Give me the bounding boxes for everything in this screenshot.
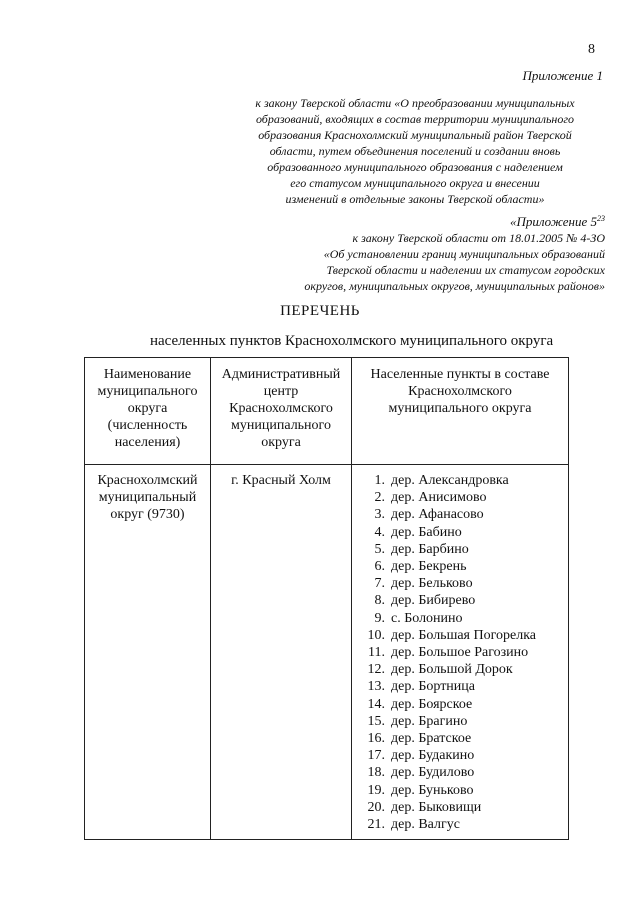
header-admin-center (211, 358, 352, 465)
list-item (360, 730, 564, 747)
district-name-cell (85, 465, 211, 840)
list-item-number: 13. (367, 679, 385, 695)
list-item-number: 16. (367, 731, 385, 747)
list-item-number: 9. (374, 610, 385, 626)
table-row (85, 465, 569, 840)
header-line: округа (127, 401, 168, 416)
header-line: Населенные пункты в составе (370, 367, 550, 382)
list-item (360, 696, 564, 713)
list-item (360, 661, 564, 678)
header-line: муниципального (231, 418, 331, 433)
list-item-name: дер. Бабино (391, 524, 462, 540)
header-line: округа (261, 435, 301, 450)
header-line: центр (263, 384, 299, 399)
list-item (360, 644, 564, 661)
list-item-number: 10. (367, 627, 385, 643)
district-name-line: Краснохолмский (97, 473, 198, 488)
header-district-name (85, 358, 211, 465)
list-item-number: 1. (374, 473, 385, 488)
list-item-number: 8. (374, 593, 385, 609)
list-item-name: дер. Будакино (391, 748, 475, 764)
list-item-number: 12. (367, 662, 385, 678)
appendix-5-title (245, 211, 605, 230)
settlement-list (356, 472, 564, 833)
list-item-name: дер. Анисимово (391, 490, 487, 506)
list-item (360, 558, 564, 575)
header-line: Административный (221, 367, 341, 382)
list-item-name: дер. Большое Рагозино (391, 645, 529, 661)
list-item (360, 541, 564, 558)
list-item (360, 713, 564, 730)
settlements-cell (352, 465, 569, 840)
list-item-name: дер. Бекрень (391, 559, 467, 575)
settlements-table (84, 357, 569, 840)
document-subheading: населенных пунктов Краснохолмского муниципального округа (150, 333, 554, 349)
page-number: 8 (588, 42, 595, 57)
district-name-line: муниципальный (98, 490, 197, 506)
law-reference-line: области, путем объединения поселений и создании вновь (269, 144, 561, 158)
list-item (360, 524, 564, 541)
list-item-number: 14. (367, 696, 385, 712)
list-item-number: 17. (367, 748, 385, 764)
list-item-name: с. Болонино (391, 610, 463, 626)
list-item-number: 2. (374, 490, 385, 506)
appendix-5-line: «Об установлении границ муниципальных образований (323, 247, 605, 261)
list-item (360, 506, 564, 523)
header-line: Наименование (103, 367, 192, 382)
header-line: муниципального округа (388, 401, 532, 416)
appendix-5-superscript: 23 (597, 214, 605, 223)
list-item-name: дер. Афанасово (391, 507, 484, 523)
header-line: Краснохолмского (408, 384, 512, 399)
list-item-name: дер. Александровка (391, 473, 509, 488)
list-item-number: 15. (367, 713, 385, 729)
list-item (360, 610, 564, 627)
list-item (360, 627, 564, 644)
header-line: Краснохолмского (229, 401, 333, 416)
list-item (360, 747, 564, 764)
appendix-5-reference (245, 211, 605, 294)
list-item-name: дер. Большой Дорок (391, 662, 513, 678)
header-line: населения) (114, 435, 181, 450)
list-item-name: дер. Барбино (391, 541, 469, 557)
list-item-number: 6. (374, 559, 385, 575)
district-name-line: округ (9730) (110, 507, 185, 523)
law-reference-line: его статусом муниципального округа и внесении (290, 176, 540, 190)
list-item-name: дер. Будилово (391, 765, 475, 781)
list-item-name: дер. Братское (391, 731, 472, 747)
header-settlements (352, 358, 569, 465)
list-item (360, 489, 564, 506)
appendix-5-line: округов, муниципальных округов, муниципальных районов» (304, 279, 605, 293)
list-item (360, 782, 564, 799)
list-item (360, 764, 564, 781)
list-item-number: 18. (367, 765, 385, 781)
list-item-number: 7. (374, 576, 385, 592)
header-line: (численность (107, 418, 188, 433)
list-item-number: 20. (367, 799, 385, 815)
list-item (360, 678, 564, 695)
list-item-name: дер. Буньково (391, 782, 474, 798)
header-line: муниципального (97, 384, 198, 399)
list-item-number: 4. (374, 524, 385, 540)
list-item-name: дер. Брагино (391, 713, 468, 729)
list-item-name: дер. Бортница (391, 679, 475, 695)
admin-center-cell: г. Красный Холм (211, 465, 352, 840)
list-item (360, 592, 564, 609)
law-reference-line: образований, входящих в состав территории муниципального (255, 112, 575, 126)
list-item-number: 3. (374, 507, 385, 523)
list-item-name: дер. Быковищи (391, 799, 482, 815)
appendix-1-law-reference (225, 95, 605, 207)
appendix-5-line: Тверской области и наделении их статусом городских (326, 263, 605, 277)
appendix-5-line: к закону Тверской области от 18.01.2005 № 4-ЗО (352, 231, 605, 245)
list-item (360, 799, 564, 816)
document-heading: ПЕРЕЧЕНЬ (280, 303, 360, 319)
list-item (360, 816, 564, 833)
appendix-1-title: Приложение 1 (522, 68, 603, 83)
list-item-name: дер. Бибирево (391, 593, 476, 609)
list-item-name: дер. Бельково (391, 576, 473, 592)
list-item-number: 21. (367, 817, 385, 833)
list-item-number: 19. (367, 782, 385, 798)
list-item-name: дер. Большая Погорелка (391, 627, 537, 643)
law-reference-line: изменений в отдельные законы Тверской области» (285, 192, 545, 206)
list-item-name: дер. Валгус (391, 817, 460, 833)
list-item-number: 5. (374, 541, 385, 557)
list-item (360, 472, 564, 489)
table-header-row (85, 358, 569, 465)
law-reference-line: к закону Тверской области «О преобразовании муниципальных (255, 96, 575, 110)
appendix-5-title-text: «Приложение 5 (509, 214, 597, 229)
list-item-number: 11. (368, 645, 385, 661)
law-reference-line: образования Краснохолмский муниципальный район Тверской (258, 128, 572, 142)
law-reference-line: образованного муниципального образования с наделением (267, 160, 563, 174)
list-item-name: дер. Боярское (391, 696, 473, 712)
list-item (360, 575, 564, 592)
